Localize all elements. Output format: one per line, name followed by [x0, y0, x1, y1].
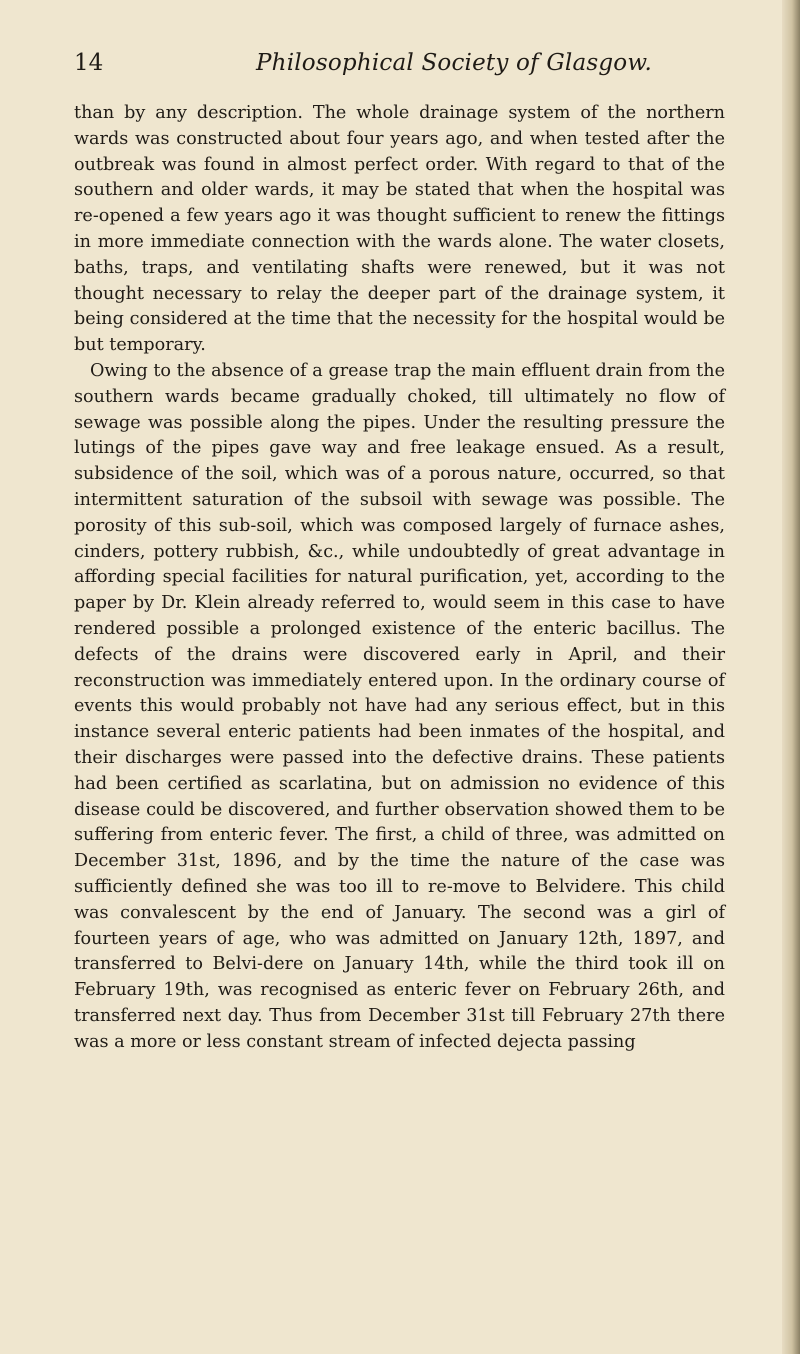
paragraph-1: than by any description. The whole drainage system of the northern wards was constructed about four years ago, and when tested after the outbreak was found in almost perfect order. With regard to that of the southern and older wards, it may be stated that when the hospital was re-opened a few years ago it was thought sufficient to renew the fittings in more immediate connection with the wards alone. The water closets, baths, traps, and ventilating shafts were renewed, but it was not thought necessary to relay the deeper part of the drainage system, it being considered at the time that the necessity for the hospital would be but temporary.: [74, 103, 725, 356]
page-header: [74, 48, 724, 78]
page-number: 14: [74, 50, 104, 76]
page-edge: [782, 0, 800, 1354]
paragraph-2: Owing to the absence of a grease trap the main effluent drain from the southern wards became gradually choked, till ultimately no flow of sewage was possible along the pipes. Under the resulting pressure the lutings of the pipes gave way and free leakage ensued. As a result, subsidence of the soil, which was of a porous nature, occurred, so that intermittent saturation of the subsoil with sewage was possible. The porosity of this sub-soil, which was composed largely of furnace ashes, cinders, pottery rubbish, &c., while undoubtedly of great advantage in affording special facilities for natural purification, yet, according to the paper by Dr. Klein already referred to, would seem in this case to have rendered possible a prolonged existence of the enteric bacillus. The defects of the drains were discovered early in April, and their reconstruction was immediately entered upon. In the ordinary course of events this would probably not have had any serious effect, but in this instance several enteric patients had been inmates of the hospital, and their discharges were passed into the defective drains. These patients had been certified as scarlatina, but on admission no evidence of this disease could be discovered, and further observation showed them to be suffering from enteric fever. The first, a child of three, was admitted on December 31st, 1896, and by the time the nature of the case was sufficiently defined she was too ill to re-move to Belvidere. This child was convalescent by the end of January. The second was a girl of fourteen years of age, who was admitted on January 12th, 1897, and transferred to Belvi-dere on January 14th, while the third took ill on February 19th, was recognised as enteric fever on February 26th, and transferred next day. Thus from December 31st till February 27th there was a more or less constant stream of infected dejecta passing: [74, 360, 725, 1052]
body-text: [74, 101, 725, 1055]
running-title: Philosophical Society of Glasgow.: [256, 50, 653, 76]
